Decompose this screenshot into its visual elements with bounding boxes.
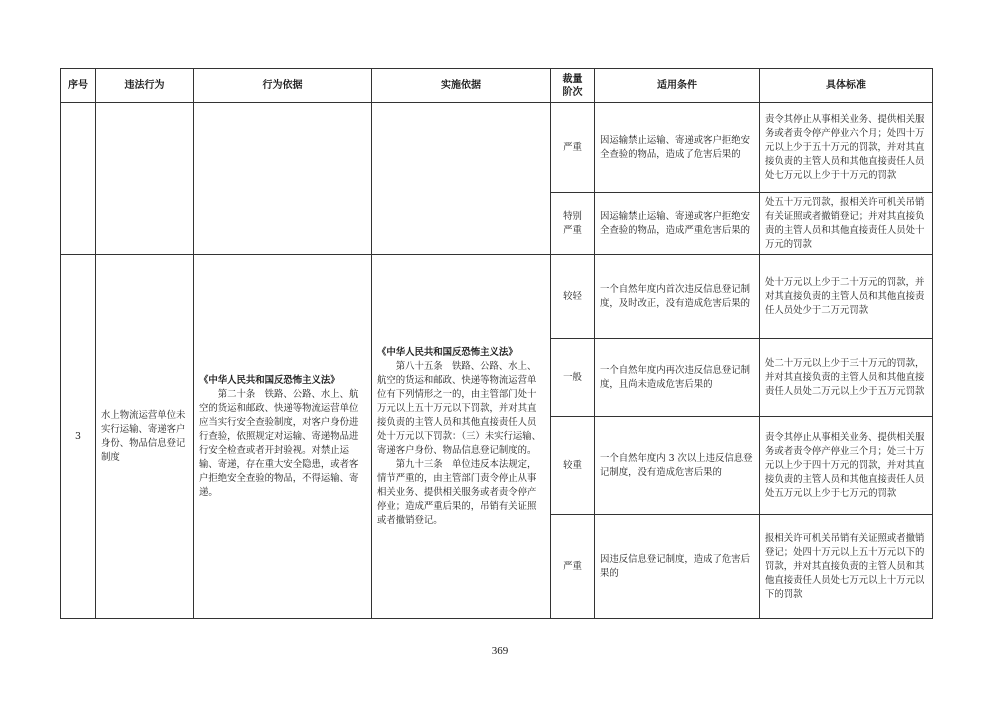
standard-cell: 报相关许可机关吊销有关证照或者撤销登记；处四十万元以上五十万元以下的罚款，并对其直接负责的主管人员和其他直接责任人员处七万元以上十万元以下的罚款 bbox=[760, 515, 933, 619]
condition-cell: 因运输禁止运输、寄递或客户拒绝安全查验的物品，造成了危害后果的 bbox=[595, 103, 760, 193]
standard-cell: 处五十万元罚款，报相关许可机关吊销有关证照或者撤销登记；并对其直接负责的主管人员和其他直接责任人员处十万元的罚款 bbox=[760, 193, 933, 255]
header-basis: 行为依据 bbox=[194, 69, 372, 103]
condition-cell: 一个自然年度内首次违反信息登记制度，及时改正，没有造成危害后果的 bbox=[595, 255, 760, 339]
seq-cell: 3 bbox=[61, 255, 96, 619]
level-cell: 较轻 bbox=[551, 255, 595, 339]
header-level: 裁量 阶次 bbox=[551, 69, 595, 103]
condition-cell: 因违反信息登记制度，造成了危害后果的 bbox=[595, 515, 760, 619]
level-cell: 一般 bbox=[551, 339, 595, 417]
header-row bbox=[61, 69, 933, 103]
prev-seq-cell bbox=[61, 103, 96, 255]
basis-law-title: 《中华人民共和国反恐怖主义法》 bbox=[199, 374, 340, 386]
prev-behavior-cell bbox=[96, 103, 194, 255]
impl-article-85: 第八十五条 铁路、公路、水上、航空的货运和邮政、快递等物流运营单位有下列情形之一的，由主管部门处十万元以上五十万元以下罚款，并对其直接负责的主管人员和其他直接责任人员处十万元以下罚款：（三）未实行运输、寄递客户身份、物品信息登记制度的。 bbox=[377, 360, 542, 456]
level-cell: 严重 bbox=[551, 515, 595, 619]
standard-cell: 处二十万元以上少于三十万元的罚款，并对其直接负责的主管人员和其他直接责任人员处二万元以上少于五万元罚款 bbox=[760, 339, 933, 417]
header-seq: 序号 bbox=[61, 69, 96, 103]
header-behavior: 违法行为 bbox=[96, 69, 194, 103]
header-condition: 适用条件 bbox=[595, 69, 760, 103]
standard-cell: 处十万元以上少于二十万元的罚款，并对其直接负责的主管人员和其他直接责任人员处少于二万元罚款 bbox=[760, 255, 933, 339]
condition-cell: 一个自然年度内再次违反信息登记制度，且尚未造成危害后果的 bbox=[595, 339, 760, 417]
behavior-cell: 水上物流运营单位未实行运输、寄递客户身份、物品信息登记制度 bbox=[96, 255, 194, 619]
level-cell: 特别 严重 bbox=[551, 193, 595, 255]
condition-cell: 一个自然年度内 3 次以上违反信息登记制度，没有造成危害后果的 bbox=[595, 417, 760, 515]
header-standard: 具体标准 bbox=[760, 69, 933, 103]
regulation-table bbox=[60, 68, 933, 619]
basis-article-text: 第二十条 铁路、公路、水上、航空的货运和邮政、快递等物流运营单位应当实行安全查验制度，对客户身份进行查验，依照规定对运输、寄递物品进行安全检查或者开封验视。对禁止运输、寄递，存在重大安全隐患，或者客户拒绝安全查验的物品，不得运输、寄递。 bbox=[199, 388, 359, 498]
implementation-cell bbox=[372, 255, 551, 619]
table-row bbox=[61, 255, 933, 339]
standard-cell: 责令其停止从事相关业务、提供相关服务或者责令停产停业六个月；处四十万元以上少于五十万元的罚款，并对其直接负责的主管人员和其他直接责任人员处七万元以上少于十万元的罚款 bbox=[760, 103, 933, 193]
page-number: 369 bbox=[491, 645, 509, 657]
table-row bbox=[61, 103, 933, 193]
prev-implementation-cell bbox=[372, 103, 551, 255]
level-cell: 严重 bbox=[551, 103, 595, 193]
impl-article-93: 第九十三条 单位违反本法规定，情节严重的，由主管部门责令停止从事相关业务、提供相关服务或者责令停产停业；造成严重后果的，吊销有关证照或者撤销登记。 bbox=[377, 458, 537, 526]
condition-cell: 因运输禁止运输、寄递或客户拒绝安全查验的物品，造成严重危害后果的 bbox=[595, 193, 760, 255]
basis-cell bbox=[194, 255, 372, 619]
standard-cell: 责令其停止从事相关业务、提供相关服务或者责令停产停业三个月；处三十万元以上少于四十万元的罚款，并对其直接负责的主管人员和其他直接责任人员处五万元以上少于七万元的罚款 bbox=[760, 417, 933, 515]
level-cell: 较重 bbox=[551, 417, 595, 515]
impl-law-title: 《中华人民共和国反恐怖主义法》 bbox=[377, 346, 518, 358]
header-implementation: 实施依据 bbox=[372, 69, 551, 103]
prev-basis-cell bbox=[194, 103, 372, 255]
